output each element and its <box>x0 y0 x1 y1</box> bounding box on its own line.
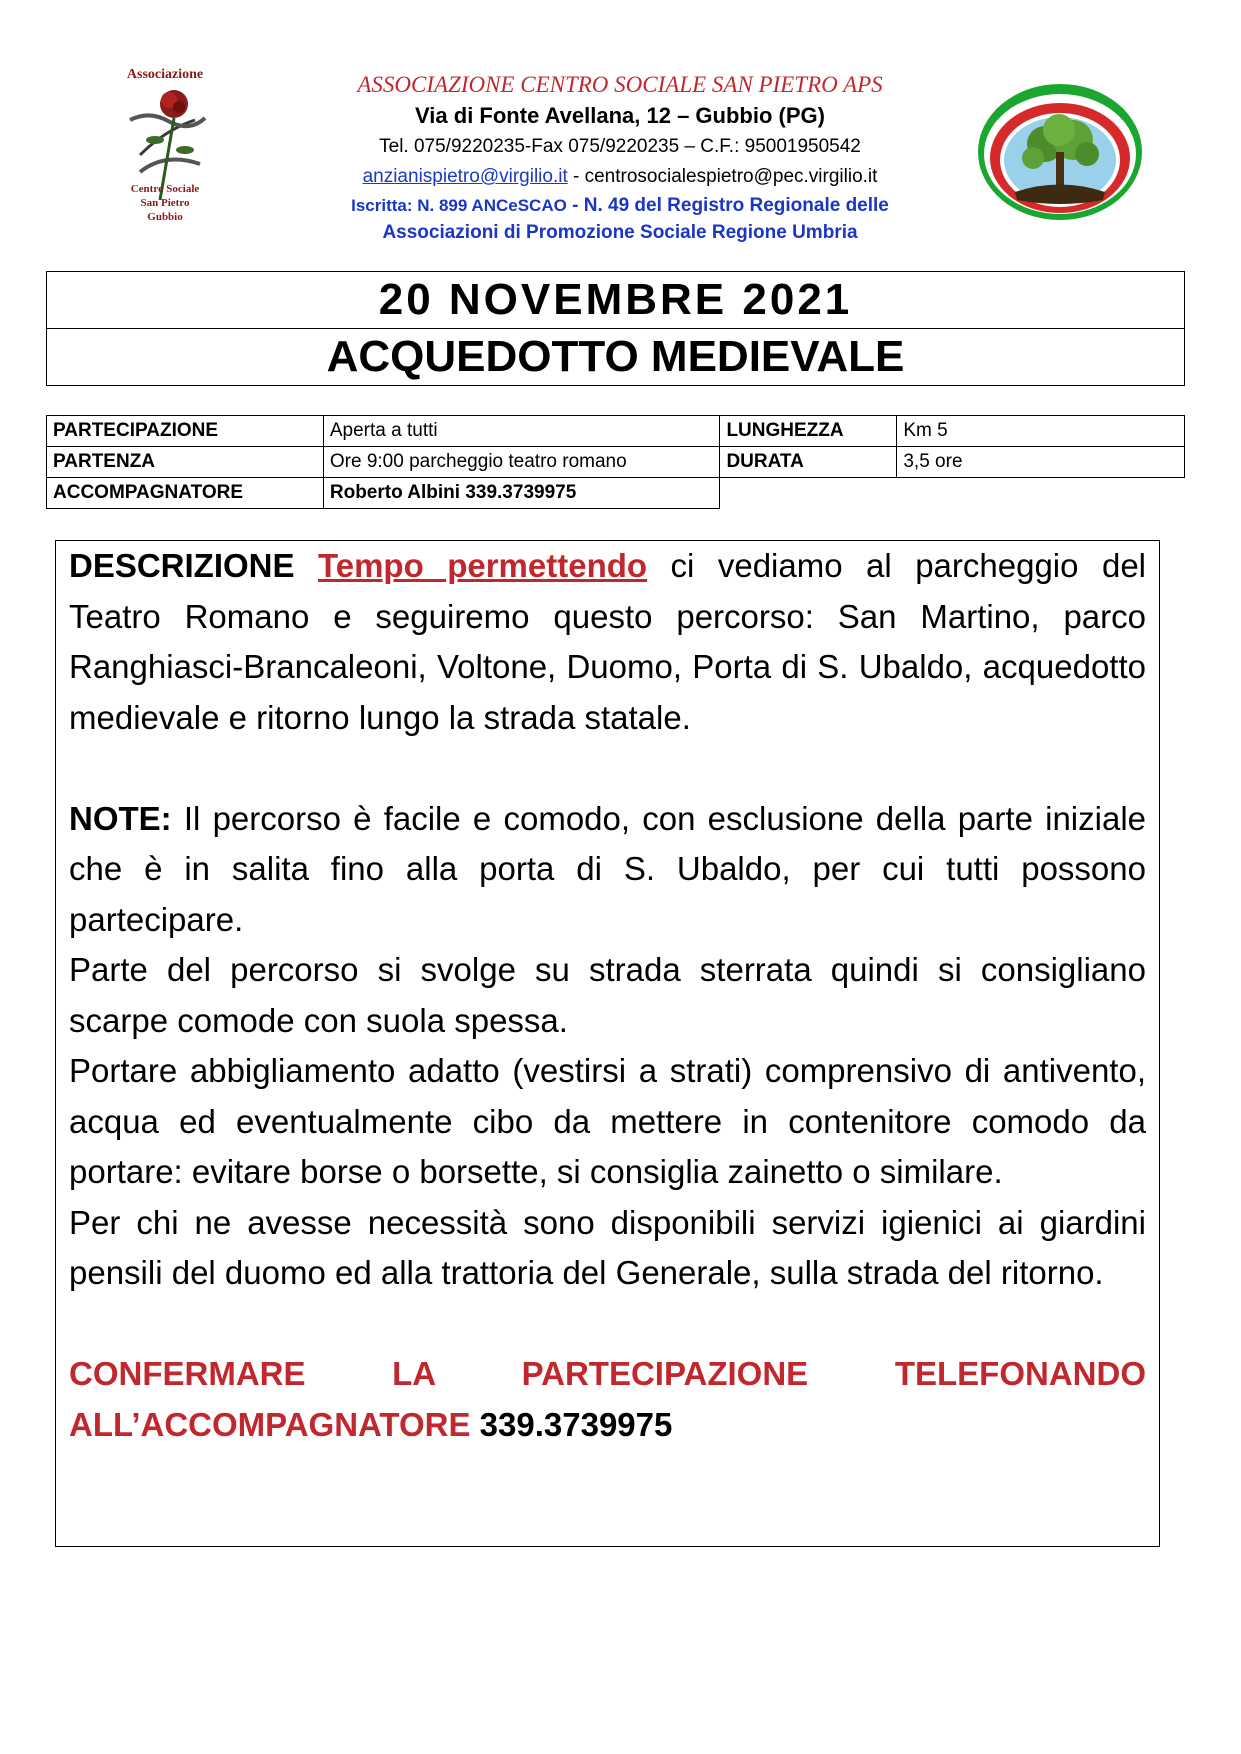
table-row <box>47 447 1185 478</box>
spacer <box>69 1299 1146 1350</box>
notes-text-1: Il percorso è facile e comodo, con esclusione della parte iniziale che è in salita fino alla porta di S. Ubaldo, per cui tutti possono partecipare. <box>69 799 1146 938</box>
notes-paragraph-4: Per chi ne avesse necessità sono disponibili servizi igienici ai giardini pensili del duomo ed alla trattoria del Generale, sulla strada del ritorno. <box>69 1203 1146 1291</box>
event-date: 20 NOVEMBRE 2021 <box>47 272 1184 329</box>
confirm-text: CONFERMARE LA PARTECIPAZIONE TELEFONANDO ALL’ACCOMPAGNATORE <box>69 1355 1146 1443</box>
pec-email: - centrosocialespietro@pec.virgilio.it <box>567 166 878 187</box>
partecipazione-value: Aperta a tutti <box>323 416 720 447</box>
empty-cell <box>897 478 1185 509</box>
event-name: ACQUEDOTTO MEDIEVALE <box>326 332 905 381</box>
registration-line-2: Associazioni di Promozione Sociale Regione Umbria <box>382 222 858 243</box>
partecipazione-label: PARTECIPAZIONE <box>47 416 324 447</box>
email-link[interactable]: anzianispietro@virgilio.it <box>362 166 568 187</box>
lunghezza-label: LUNGHEZZA <box>720 416 897 447</box>
registration-line-1 <box>250 192 990 219</box>
registration-regional: - N. 49 del Registro Regionale delle <box>566 195 889 216</box>
empty-cell <box>720 478 897 509</box>
table-row <box>47 478 1185 509</box>
association-emails <box>250 162 990 192</box>
notes-paragraph-3: Portare abbigliamento adatto (vestirsi a strati) comprensivo di antivento, acqua ed eventualmente cibo da mettere in contenitore comodo da portare: evitare borse o borsette, si consiglia zainetto o similare. <box>69 1052 1146 1190</box>
circular-tree-logo <box>975 82 1145 222</box>
association-name: ASSOCIAZIONE CENTRO SOCIALE SAN PIETRO APS <box>357 72 883 97</box>
registration-ancescao: Iscritta: N. 899 ANCeSCAO <box>351 196 567 215</box>
description-box <box>55 540 1160 1547</box>
event-info-table <box>46 415 1185 509</box>
association-address: Via di Fonte Avellana, 12 – Gubbio (PG) <box>415 103 825 128</box>
durata-value: 3,5 ore <box>897 447 1185 478</box>
table-row <box>47 416 1185 447</box>
description-paragraph <box>69 541 1146 743</box>
association-contacts: Tel. 075/9220235-Fax 075/9220235 – C.F.: 95001950542 <box>379 136 861 157</box>
accompagnatore-label: ACCOMPAGNATORE <box>47 478 324 509</box>
durata-label: DURATA <box>720 447 897 478</box>
lunghezza-value: Km 5 <box>897 416 1185 447</box>
partenza-label: PARTENZA <box>47 447 324 478</box>
partenza-value: Ore 9:00 parcheggio teatro romano <box>323 447 720 478</box>
event-title-box <box>46 271 1185 386</box>
logo-bottom-line-1: Centro Sociale <box>130 183 200 195</box>
logo-bottom-line-2: San Pietro <box>140 197 190 209</box>
letterhead <box>250 70 990 246</box>
logo-top-text: Associazione <box>126 67 204 82</box>
notes-paragraph-2: Parte del percorso si svolge su strada sterrata quindi si consigliano scarpe comode con suola spessa. <box>69 951 1146 1039</box>
spacer <box>69 743 1146 794</box>
notes-label: NOTE: <box>69 799 172 837</box>
confirm-phone: 339.3739975 <box>470 1405 673 1443</box>
notes-paragraph <box>69 794 1146 946</box>
weather-highlight: Tempo permettendo <box>318 547 648 584</box>
description-text: ci vediamo al parcheggio del Teatro Romano e seguiremo questo percorso: San Martino, parco Ranghiasci-Brancaleoni, Voltone, Duomo, Porta di S. Ubaldo, acquedotto medievale e ritorno lungo la strada statale. <box>69 547 1147 736</box>
accompagnatore-value: Roberto Albini 339.3739975 <box>323 478 720 509</box>
logo-bottom-line-3: Gubbio <box>147 211 183 223</box>
description-label: DESCRIZIONE <box>69 547 295 584</box>
confirm-paragraph <box>69 1349 1146 1450</box>
association-logo <box>100 60 230 225</box>
